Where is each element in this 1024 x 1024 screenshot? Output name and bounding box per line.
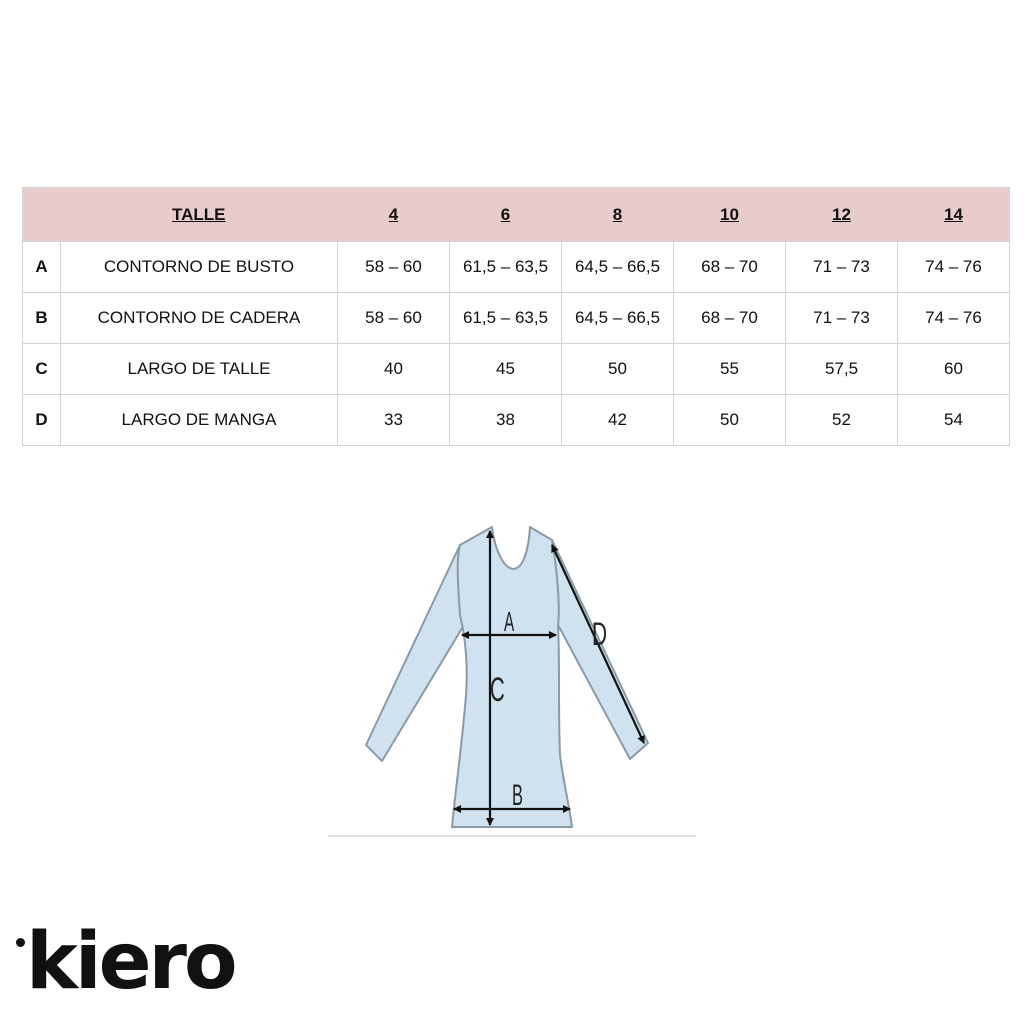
- header-talle: TALLE: [61, 188, 338, 242]
- measure-label-c: C: [490, 670, 505, 709]
- header-size-6: 6: [450, 188, 562, 242]
- header-size-14: 14: [898, 188, 1010, 242]
- row-label: LARGO DE MANGA: [61, 395, 338, 446]
- table-cell: 58 – 60: [338, 242, 450, 293]
- table-cell: 60: [898, 344, 1010, 395]
- table-row-b: [23, 293, 1010, 344]
- table-cell: 71 – 73: [786, 242, 898, 293]
- table-cell: 64,5 – 66,5: [562, 293, 674, 344]
- table-cell: 52: [786, 395, 898, 446]
- table-cell: 64,5 – 66,5: [562, 242, 674, 293]
- row-label: CONTORNO DE BUSTO: [61, 242, 338, 293]
- header-size-8: 8: [562, 188, 674, 242]
- row-label: LARGO DE TALLE: [61, 344, 338, 395]
- brand-logo: [14, 916, 235, 1016]
- table-cell: 55: [674, 344, 786, 395]
- header-size-4: 4: [338, 188, 450, 242]
- table-cell: 68 – 70: [674, 242, 786, 293]
- measure-label-a: A: [504, 606, 515, 638]
- garment-measurement-diagram: [320, 515, 710, 845]
- row-letter: A: [23, 242, 61, 293]
- table-cell: 61,5 – 63,5: [450, 293, 562, 344]
- brand-name: kiero: [26, 917, 235, 1007]
- table-header-row: [23, 188, 1010, 242]
- row-letter: D: [23, 395, 61, 446]
- table-row-a: [23, 242, 1010, 293]
- table-cell: 54: [898, 395, 1010, 446]
- left-sleeve-shape: [366, 545, 470, 761]
- size-table: [22, 187, 1010, 446]
- table-cell: 74 – 76: [898, 293, 1010, 344]
- logo-dot-icon: [16, 938, 25, 947]
- table-cell: 61,5 – 63,5: [450, 242, 562, 293]
- table-cell: 68 – 70: [674, 293, 786, 344]
- header-size-12: 12: [786, 188, 898, 242]
- table-cell: 58 – 60: [338, 293, 450, 344]
- table-row-c: [23, 344, 1010, 395]
- table-row-d: [23, 395, 1010, 446]
- table-cell: 50: [562, 344, 674, 395]
- table-cell: 33: [338, 395, 450, 446]
- table-cell: 38: [450, 395, 562, 446]
- table-cell: 50: [674, 395, 786, 446]
- table-cell: 71 – 73: [786, 293, 898, 344]
- header-spacer-cell: [23, 188, 61, 242]
- header-size-10: 10: [674, 188, 786, 242]
- row-label: CONTORNO DE CADERA: [61, 293, 338, 344]
- table-cell: 45: [450, 344, 562, 395]
- table-cell: 42: [562, 395, 674, 446]
- table-cell: 57,5: [786, 344, 898, 395]
- measure-label-b: B: [512, 778, 524, 813]
- row-letter: C: [23, 344, 61, 395]
- row-letter: B: [23, 293, 61, 344]
- measure-label-d: D: [592, 616, 608, 653]
- table-cell: 40: [338, 344, 450, 395]
- table-cell: 74 – 76: [898, 242, 1010, 293]
